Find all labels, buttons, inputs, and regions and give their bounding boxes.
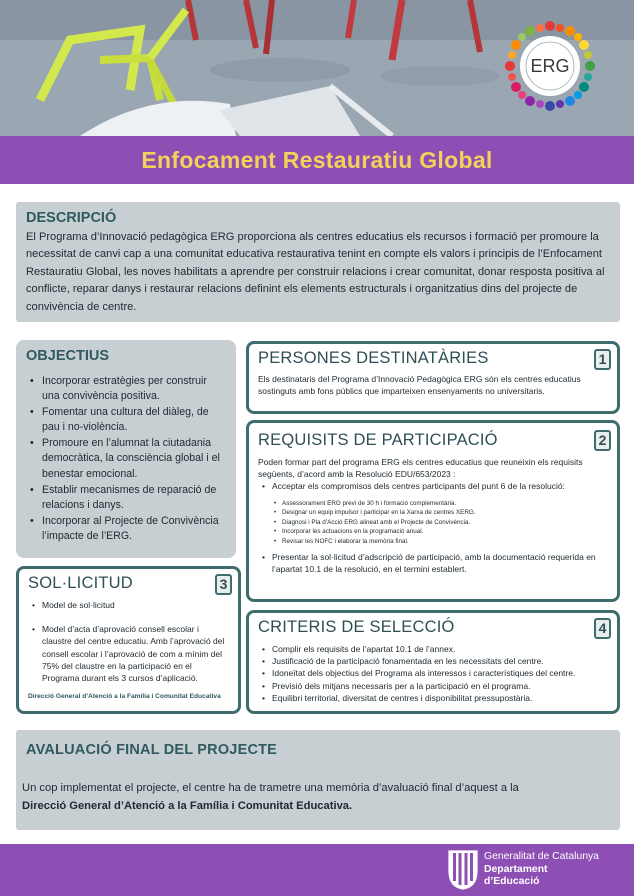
list-item: • Assessorament ERG previ de 30 h i formació complementària. (272, 499, 608, 509)
final-evaluation-section (16, 730, 620, 830)
list-item: • Incorporar estratègies per construir una convivència positiva. (32, 374, 226, 404)
objectives-heading: OBJECTIUS (26, 348, 109, 364)
evaluation-heading: AVALUACIÓ FINAL DEL PROJECTE (26, 742, 278, 758)
erg-logo (502, 18, 598, 114)
list-item: • Idoneïtat dels objectius del Programa als interessos i característiques del centre. (258, 667, 608, 679)
description-heading: DESCRIPCIÓ (26, 210, 117, 226)
recipients-section (246, 341, 620, 414)
section-number-badge: 3 (215, 574, 232, 595)
department-line-1: Departament (484, 863, 548, 875)
list-item: • Justificació de la participació fonamentada en les necessitats del centre. (258, 655, 608, 667)
description-section (16, 202, 620, 322)
list-item: • Fomentar una cultura del diàleg, de pau i no-violència. (32, 405, 226, 435)
generalitat-name: Generalitat de Catalunya (484, 851, 599, 862)
application-section (16, 566, 241, 714)
list-item: • Promoure en l’alumnat la ciutadania democràtica, la consciència global i el benestar emocional. (32, 436, 226, 481)
page-title: Enfocament Restauratiu Global (141, 147, 493, 173)
application-heading: SOL·LICITUD (28, 574, 133, 592)
list-item: • Incorporar al Projecte de Convivència l’impacte de l’ERG. (32, 514, 226, 544)
title-band (0, 136, 634, 184)
list-item: • Equilibri territorial, diversitat de centres i disponibilitat pressupostària. (258, 692, 608, 704)
generalitat-emblem-icon (447, 849, 479, 891)
generalitat-logo-text (484, 851, 599, 889)
criteria-heading: CRITERIS DE SELECCIÓ (258, 618, 455, 636)
list-item: • Complir els requisits de l’apartat 10.1 de l’annex. (258, 643, 608, 655)
evaluation-body: Un cop implementat el projecte, el centre ha de trametre una memòria d’avaluació final d’aquest a la (22, 782, 519, 794)
list-item: • Incorporar les actuacions en la programació anual. (272, 527, 608, 537)
list-item: • Presentar la sol·licitud d’adscripció de participació, amb la documentació requerida en l’apartat 10.1 de la resolució, en el termini establert. (258, 551, 608, 575)
list-item: • Revisar les NOFC i elaborar la memòria final. (272, 537, 608, 547)
list-item: • Model de sol·licitud (28, 599, 229, 611)
hero-image (0, 0, 634, 136)
application-footer: Direcció General d’Atenció a la Família i Comunitat Educativa (28, 693, 221, 701)
section-number-badge: 1 (594, 349, 611, 370)
list-item: • Establir mecanismes de reparació de relacions i danys. (32, 483, 226, 513)
list-item: • Diagnosi i Pla d’Acció ERG alineat amb el Projecte de Convivència. (272, 518, 608, 528)
department-line-2: d’Educació (484, 876, 540, 887)
criteria-list (258, 643, 608, 704)
list-item: • Designar un equip impulsor i participar en la Xarxa de centres XERG. (272, 508, 608, 518)
objectives-list (26, 374, 226, 544)
list-item (258, 480, 608, 546)
requirements-list (258, 480, 608, 575)
evaluation-text (22, 780, 610, 815)
requirements-section (246, 420, 620, 602)
requirements-heading: REQUISITS DE PARTICIPACIÓ (258, 431, 498, 449)
application-list (28, 599, 229, 684)
recipients-heading: PERSONES DESTINATÀRIES (258, 349, 489, 367)
requirements-intro: Poden formar part del programa ERG els centres educatius que reuneixin els requisits següents, d’acord amb la Resolució EDU/653/2023 : (258, 457, 583, 480)
selection-criteria-section (246, 610, 620, 714)
section-number-badge: 2 (594, 430, 611, 451)
section-number-badge: 4 (594, 618, 611, 639)
requirement-text: Acceptar els compromisos dels centres participants del punt 6 de la resolució: (272, 481, 565, 492)
list-item: • Model d’acta d’aprovació consell escolar i claustre del centre educatiu. Amb l’aprovació del consell escolar i l’aprovació de com a mínim del 75% del claustre en la participació en el Programa durant els 3 cursos d’aplicació. (28, 623, 229, 684)
footer-band (0, 844, 634, 896)
objectives-section (16, 340, 236, 558)
logo-label: ERG (530, 55, 570, 76)
commitments-list (272, 499, 608, 547)
evaluation-recipient: Direcció General d’Atenció a la Família i Comunitat Educativa. (22, 799, 353, 812)
description-text: El Programa d’Innovació pedagògica ERG proporciona als centres educatius els recursos i formació per promoure la necessitat de canvi cap a una comunitat educativa restaurativa tenint en compte els valors i principis de l’Enfocament Restauratiu Global, les noves habilitats a aprendre per construir relacions i crear comunitat, donar resposta positiva al conflicte, reparar danys i restaurar relacions definint els elements estructurals i organitzatius dins del projecte de convivència de centre. (26, 231, 605, 313)
list-item: • Previsió dels mitjans necessaris per a la participació en el programa. (258, 680, 608, 692)
recipients-text: Els destinataris del Programa d’Innovació Pedagògica ERG són els centres educatius sostinguts amb fons públics que imparteixen ensenyaments no universitaris. (258, 374, 581, 397)
